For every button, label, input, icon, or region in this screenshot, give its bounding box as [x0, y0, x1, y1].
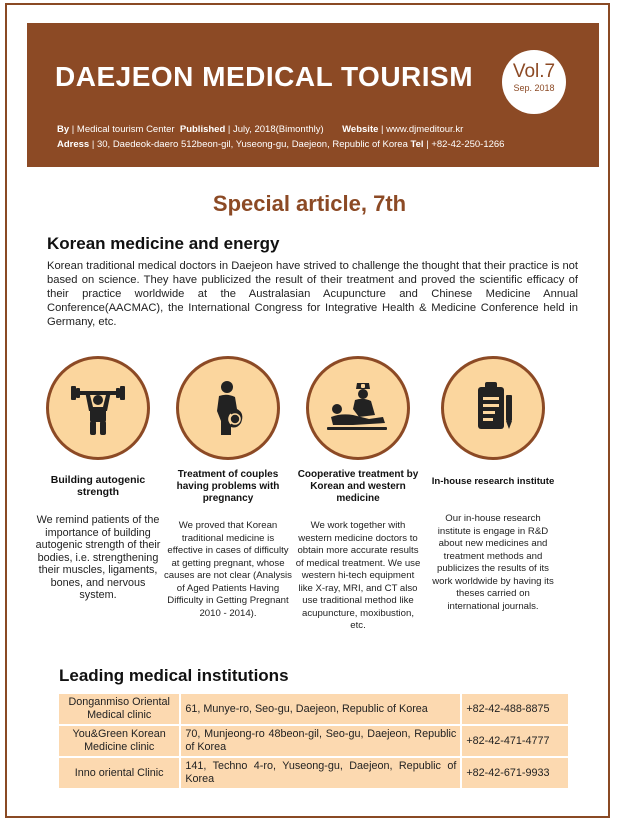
feature-title: Building autogenic strength [50, 474, 146, 498]
newsletter-title: DAEJEON MEDICAL TOURISM [55, 61, 474, 92]
section-title: Korean medicine and energy [47, 234, 280, 253]
institution-name: You&Green Korean Medicine clinic [58, 725, 180, 757]
institutions-table [57, 692, 570, 790]
publication-info: By | Medical tourism Center Published | July, 2018(Bimonthly) Website | www.djmeditour.kr [57, 124, 464, 135]
institution-name: Inno oriental Clinic [58, 757, 180, 789]
institution-phone: +82-42-671-9933 [461, 757, 569, 789]
institution-address: 141, Techno 4-ro, Yuseong-gu, Daejeon, Republic of Korea [180, 757, 461, 789]
volume-number: Vol.7 [512, 61, 556, 82]
website-link[interactable]: www.djmeditour.kr [386, 124, 464, 135]
feature-title: Treatment of couples having problems with pregnancy [176, 469, 280, 504]
published-value: July, 2018(Bimonthly) [233, 124, 324, 135]
article-heading: Special article, 7th [212, 191, 407, 216]
feature-body: We proved that Korean traditional medicine is effective in cases of difficulty at getting pregnant, whose causes are not clear (Analysis of Aged Patients Having Difficulty in Getting Pregnant 2010 - 2014). [164, 520, 292, 619]
published-label: Published [179, 124, 226, 135]
address-label: Adress [57, 139, 90, 150]
feature-body: We work together with western medicine doctors to obtain more accurate results of medical treatment. We use western hi-tech equipment like X-ray, MRI, and CT also use traditional method like acupuncture, moxibustion, etc. [295, 520, 421, 631]
feature-autogenic-strength [34, 356, 162, 601]
table-row [58, 693, 569, 725]
feature-pregnancy-treatment [164, 356, 292, 619]
table-row [58, 725, 569, 757]
intro-paragraph: Korean traditional medical doctors in Daejeon have strived to challenge the thought that their practice is not based on science. They have publicized the result of their treatment and proved the scientific efficacy of their practice worldwide at the Australasian Acupuncture and Chinese Medicine Annual Conference(AACMAC), the International Congress for Integrative Health & Medicine Conference held in Germany, etc. [47, 260, 578, 328]
institution-address: 70, Munjeong-ro 48beon-gil, Seo-gu, Daejeon, Republic of Korea [180, 725, 461, 757]
weightlifter-icon [46, 356, 150, 460]
feature-research-institute [429, 356, 557, 612]
tel-value: +82-42-250-1266 [431, 139, 505, 150]
clipboard-icon [441, 356, 545, 460]
institutions-title: Leading medical institutions [59, 666, 289, 685]
feature-title: Cooperative treatment by Korean and western medicine [297, 469, 419, 504]
feature-title: In-house research institute [431, 476, 555, 487]
feature-cooperative-treatment [294, 356, 422, 631]
pregnant-woman-icon [176, 356, 280, 460]
institution-phone: +82-42-471-4777 [461, 725, 569, 757]
issue-date: Sep. 2018 [513, 83, 555, 93]
nurse-patient-icon [306, 356, 410, 460]
institution-address: 61, Munye-ro, Seo-gu, Daejeon, Republic of Korea [180, 693, 461, 725]
contact-info: Adress | 30, Daedeok-daero 512beon-gil, Yuseong-gu, Daejeon, Republic of Korea Tel | +82-42-250-1266 [57, 139, 505, 150]
table-row [58, 757, 569, 789]
institution-name: Donganmiso Oriental Medical clinic [58, 693, 180, 725]
feature-body: We remind patients of the importance of building autogenic strength of their bodies, i.e. strengthening their muscles, ligaments, bones, and nervous system. [35, 514, 161, 601]
website-label: Website [342, 124, 379, 135]
by-value: Medical tourism Center [76, 124, 175, 135]
feature-body: Our in-house research institute is engage in R&D about new medicines and treatment methods and publicizes the results of its work worldwide by having its theses carried on international journals. [432, 513, 554, 612]
masthead [27, 23, 599, 167]
volume-badge [502, 50, 566, 114]
by-label: By [57, 124, 70, 135]
newsletter-page [5, 3, 610, 818]
institution-phone: +82-42-488-8875 [461, 693, 569, 725]
tel-label: Tel [410, 139, 424, 150]
address-value: 30, Daedeok-daero 512beon-gil, Yuseong-gu, Daejeon, Republic of Korea [96, 139, 408, 150]
